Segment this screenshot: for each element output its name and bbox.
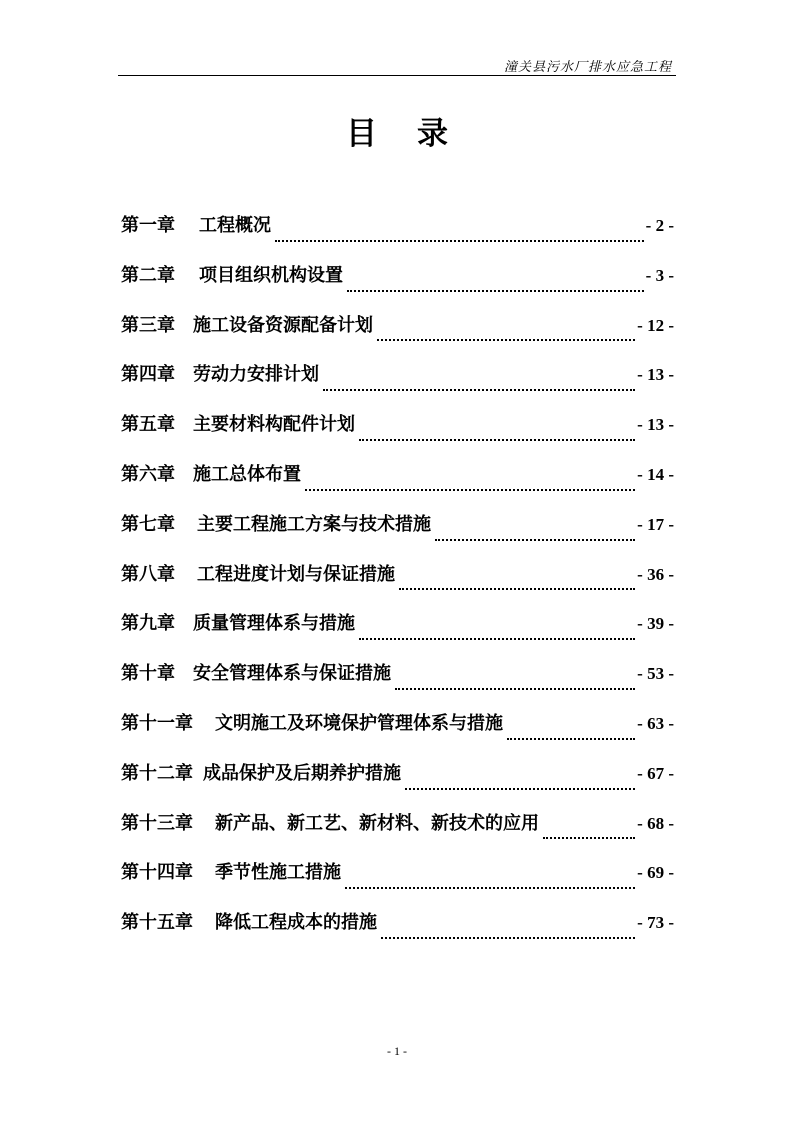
toc-leader — [305, 489, 635, 491]
toc-leader — [359, 439, 635, 441]
toc-chapter: 第五章 — [121, 414, 175, 436]
toc-entry[interactable] — [121, 606, 674, 656]
toc-entry[interactable] — [121, 855, 674, 905]
toc-title: 施工设备资源配备计划 — [193, 314, 373, 336]
header-title: 潼关县污水厂排水应急工程 — [503, 60, 672, 75]
toc-entry[interactable] — [121, 905, 674, 955]
toc-leader — [345, 887, 635, 889]
toc-leader — [323, 389, 635, 391]
toc-chapter: 第十五章 — [121, 912, 193, 934]
toc-chapter: 第七章 — [121, 513, 175, 535]
toc-chapter: 第三章 — [121, 314, 175, 336]
toc-page: - 13 - — [637, 365, 674, 385]
toc-leader — [275, 240, 644, 242]
table-of-contents — [121, 208, 674, 955]
toc-title: 施工总体布置 — [193, 463, 301, 485]
toc-leader — [377, 339, 635, 341]
toc-chapter: 第九章 — [121, 613, 175, 635]
toc-leader — [395, 688, 635, 690]
toc-page: - 17 - — [637, 514, 674, 534]
toc-page: - 12 - — [637, 315, 674, 335]
toc-page: - 3 - — [645, 265, 674, 285]
toc-title: 项目组织机构设置 — [199, 264, 343, 286]
toc-title: 新产品、新工艺、新材料、新技术的应用 — [215, 812, 539, 834]
toc-leader — [359, 638, 635, 640]
toc-leader — [381, 937, 635, 939]
toc-title: 安全管理体系与保证措施 — [193, 663, 391, 685]
toc-leader — [507, 738, 635, 740]
toc-page: - 69 - — [637, 863, 674, 883]
page-title: 目录 — [346, 116, 488, 152]
toc-page: - 2 - — [645, 216, 674, 235]
toc-page: - 67 - — [637, 763, 674, 783]
toc-leader — [543, 837, 635, 839]
toc-entry[interactable] — [121, 806, 674, 856]
toc-entry[interactable] — [121, 557, 674, 607]
toc-title: 主要材料构配件计划 — [193, 414, 355, 436]
toc-leader — [405, 788, 635, 790]
toc-entry[interactable] — [121, 258, 674, 308]
toc-entry[interactable] — [121, 457, 674, 507]
toc-chapter: 第一章 — [121, 215, 175, 236]
toc-leader — [347, 290, 644, 292]
toc-entry[interactable] — [121, 507, 674, 557]
toc-title: 工程概况 — [199, 215, 271, 236]
toc-title: 降低工程成本的措施 — [215, 912, 377, 934]
toc-chapter: 第十二章 — [121, 762, 193, 784]
toc-chapter: 第十三章 — [121, 812, 193, 834]
toc-title: 工程进度计划与保证措施 — [197, 563, 395, 585]
toc-entry[interactable] — [121, 407, 674, 457]
toc-title: 主要工程施工方案与技术措施 — [197, 513, 431, 535]
toc-title: 季节性施工措施 — [215, 862, 341, 884]
toc-entry[interactable] — [121, 308, 674, 358]
toc-entry[interactable] — [121, 706, 674, 756]
toc-title: 劳动力安排计划 — [193, 364, 319, 386]
toc-entry[interactable] — [121, 357, 674, 407]
toc-title: 文明施工及环境保护管理体系与措施 — [215, 712, 503, 734]
page-number: - 1 - — [387, 1044, 407, 1058]
toc-title: 质量管理体系与措施 — [193, 613, 355, 635]
toc-page: - 13 - — [637, 415, 674, 435]
toc-entry[interactable] — [121, 208, 674, 258]
toc-page: - 14 - — [637, 464, 674, 484]
toc-chapter: 第八章 — [121, 563, 175, 585]
toc-page: - 36 - — [637, 564, 674, 584]
toc-page: - 63 - — [637, 713, 674, 733]
header-rule — [118, 75, 676, 76]
toc-page: - 53 - — [637, 664, 674, 684]
toc-chapter: 第二章 — [121, 264, 175, 286]
toc-title: 成品保护及后期养护措施 — [203, 762, 401, 784]
toc-chapter: 第十章 — [121, 663, 175, 685]
toc-page: - 68 - — [637, 813, 674, 833]
toc-chapter: 第十四章 — [121, 862, 193, 884]
toc-chapter: 第十一章 — [121, 712, 193, 734]
toc-chapter: 第四章 — [121, 364, 175, 386]
toc-page: - 73 - — [637, 913, 674, 933]
toc-leader — [435, 539, 635, 541]
toc-entry[interactable] — [121, 756, 674, 806]
toc-leader — [399, 588, 635, 590]
toc-entry[interactable] — [121, 656, 674, 706]
toc-chapter: 第六章 — [121, 463, 175, 485]
toc-page: - 39 - — [637, 614, 674, 634]
